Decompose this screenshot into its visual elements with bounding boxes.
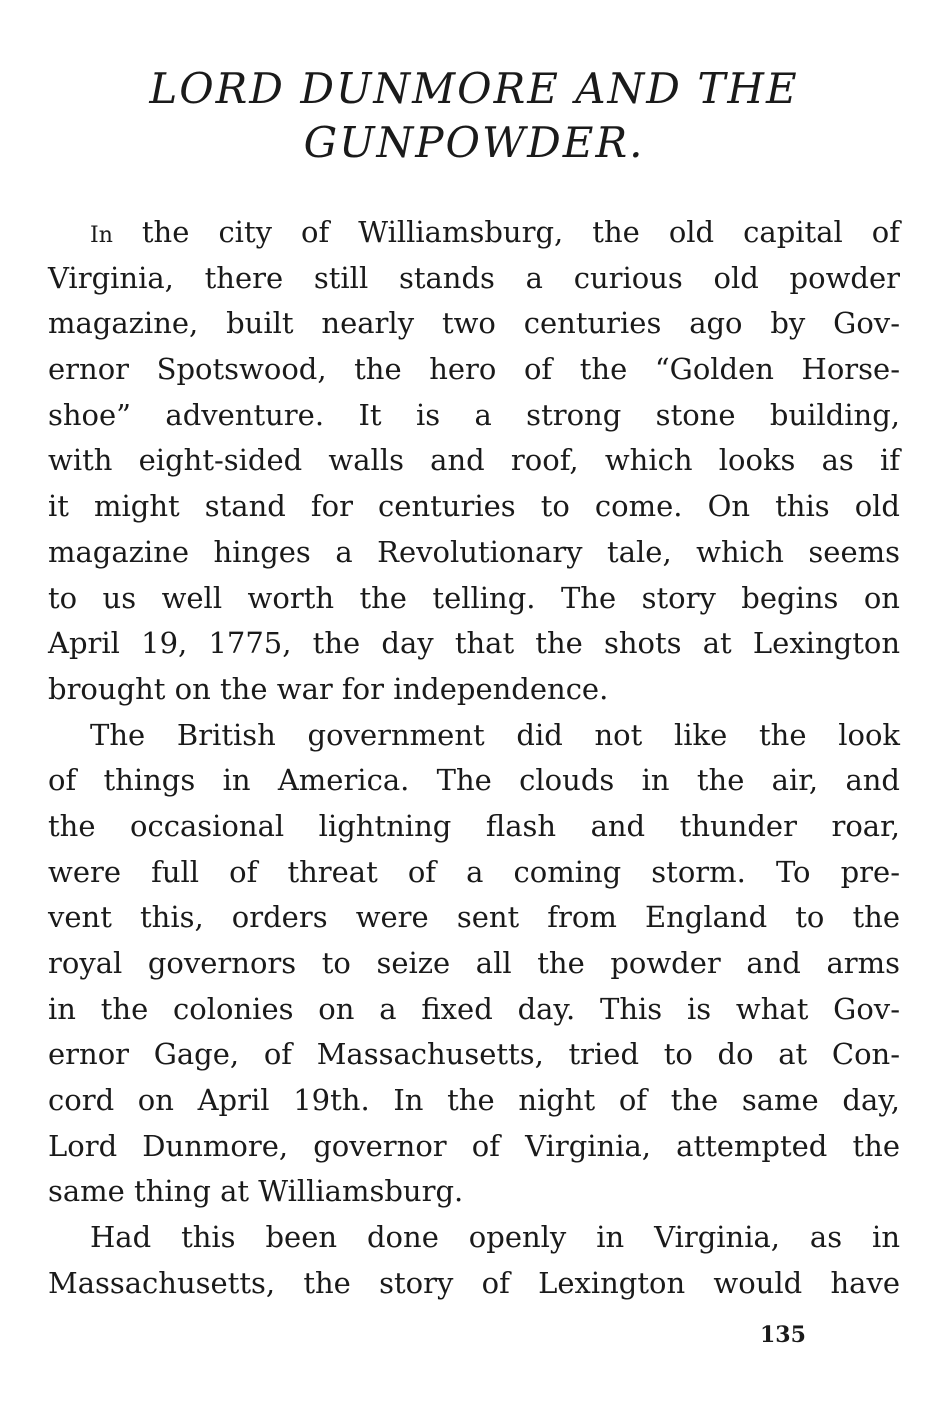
text-line: it might stand for centuries to come. On this old: [48, 489, 900, 524]
text-line: vent this, orders were sent from England to the: [48, 900, 900, 935]
text-line: Lord Dunmore, governor of Virginia, attempted the: [48, 1128, 900, 1163]
text-line: In the city of Williamsburg, the old capital of: [90, 215, 900, 249]
text-line: Had this been done openly in Virginia, as in: [90, 1220, 900, 1255]
chapter-title: [48, 62, 900, 170]
chapter-title-line-1: LORD DUNMORE AND THE: [149, 64, 799, 113]
text-line: were full of threat of a coming storm. To pre-: [48, 854, 900, 889]
text-line: of things in America. The clouds in the air, and: [48, 763, 900, 798]
text-line: ernor Gage, of Massachusetts, tried to do at Con-: [48, 1037, 900, 1072]
text-line: magazine, built nearly two centuries ago by Gov-: [48, 306, 900, 341]
text-line: The British government did not like the look: [90, 717, 900, 752]
dropcap-word: In: [90, 223, 113, 248]
chapter-title-line-2: GUNPOWDER.: [303, 118, 645, 167]
text-line: royal governors to seize all the powder and arms: [48, 946, 900, 980]
text-line: magazine hinges a Revolutionary tale, which seems: [48, 534, 900, 569]
paragraph-1: [48, 210, 900, 713]
page: [48, 62, 900, 1307]
text-line: Virginia, there still stands a curious old powder: [48, 260, 900, 295]
text-line: April 19, 1775, the day that the shots at Lexington: [48, 626, 900, 661]
text-line: in the colonies on a fixed day. This is what Gov-: [48, 991, 900, 1026]
paragraph-2: [48, 713, 900, 1216]
text-line: cord on April 19th. In the night of the same day,: [48, 1083, 900, 1118]
page-number: 135: [760, 1322, 806, 1348]
text-line: with eight-sided walls and roof, which looks as if: [48, 443, 900, 478]
paragraph-3: [48, 1215, 900, 1306]
text-line: Massachusetts, the story of Lexington would have: [48, 1265, 900, 1300]
text-line: brought on the war for independence.: [48, 671, 609, 706]
body-text: [48, 210, 900, 1307]
text-line: same thing at Williamsburg.: [48, 1174, 464, 1209]
text-line: the occasional lightning flash and thunder roar,: [48, 808, 900, 843]
text-line: to us well worth the telling. The story begins on: [48, 580, 900, 615]
text-line: shoe” adventure. It is a strong stone building,: [48, 397, 900, 432]
text-line: ernor Spotswood, the hero of the “Golden Horse-: [48, 352, 900, 387]
